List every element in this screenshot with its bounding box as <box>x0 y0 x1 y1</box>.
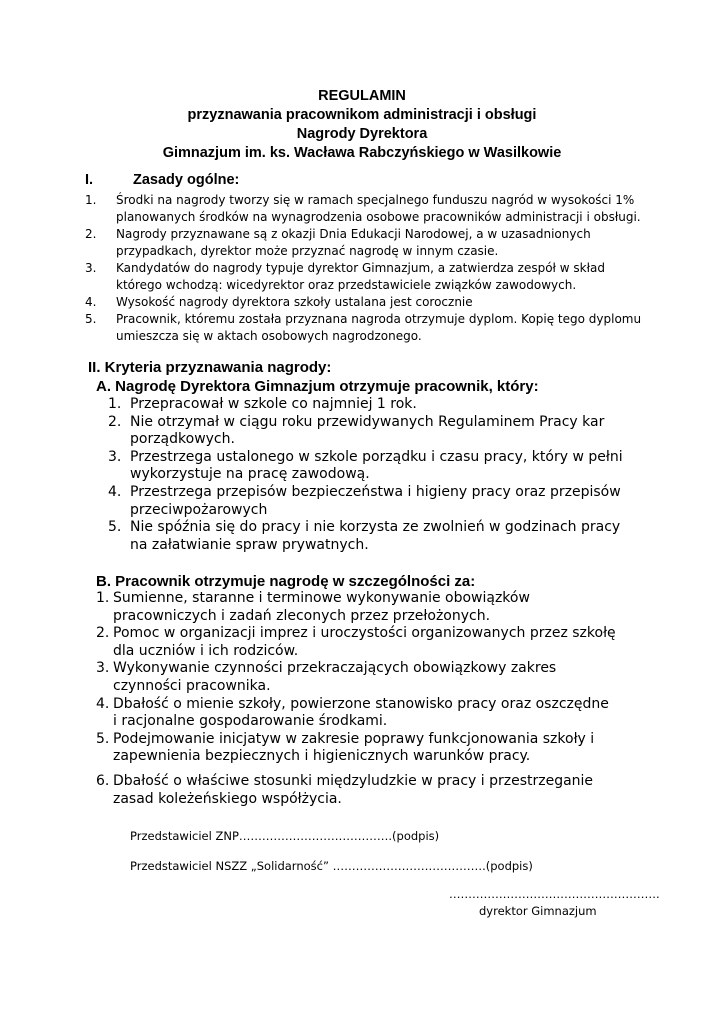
list-item <box>96 625 616 660</box>
list-text: Dbałość o właściwe stosunki międzyludzkie w pracy i przestrzeganie zasad koleżeńskiego współżycia. <box>113 772 594 807</box>
list-number: 4. <box>108 483 122 500</box>
list-item <box>85 226 645 260</box>
list-item <box>108 449 628 484</box>
list-item <box>85 192 645 226</box>
subsection-b-heading: B. Pracownik otrzymuje nagrodę w szczególności za: <box>96 573 476 590</box>
title-line-4: Gimnazjum im. ks. Wacława Rabczyńskiego w Wasilkowie <box>162 145 562 161</box>
list-text: Wysokość nagrody dyrektora szkoły ustalana jest corocznie <box>116 295 473 309</box>
list-item <box>96 696 616 731</box>
list-text: Środki na nagrody tworzy się w ramach specjalnego funduszu nagród w wysokości 1% planowanych środków na wynagrodzenia osobowe pracowników administracji i obsługi. <box>116 193 641 224</box>
list-text: Pomoc w organizacji imprez i uroczystości organizowanych przez szkołę dla uczniów i ich rodziców. <box>113 625 616 659</box>
list-number: 5. <box>85 312 97 326</box>
list-text: Pracownik, któremu została przyznana nagroda otrzymuje dyplom. Kopię tego dyplomu umieszcza się w aktach osobowych nagrodzonego. <box>116 312 642 343</box>
section-1-heading <box>85 172 239 188</box>
list-item <box>96 731 616 766</box>
title-line-3: Nagrody Dyrektora <box>296 126 428 142</box>
list-number: 3. <box>96 660 110 677</box>
list-item <box>108 519 628 554</box>
list-number: 4. <box>85 295 97 309</box>
list-text: Nie spóźnia się do pracy i nie korzysta ze zwolnień w godzinach pracy na załatwianie spraw prywatnych. <box>130 519 621 553</box>
list-item <box>96 590 616 625</box>
list-text: Przestrzega ustalonego w szkole porządku i czasu pracy, który w pełni wykorzystuje na pracę zawodową. <box>130 448 623 483</box>
list-number: 1. <box>108 396 122 412</box>
list-item <box>108 396 628 414</box>
list-number: 4. <box>96 695 110 712</box>
list-number: 5. <box>96 730 110 747</box>
list-item <box>108 414 628 449</box>
subsection-b-list <box>96 590 616 808</box>
title-line-1: REGULAMIN <box>318 88 406 104</box>
section-1-title: Zasady ogólne: <box>133 172 240 188</box>
list-number: 2. <box>108 413 122 430</box>
list-item <box>85 311 645 345</box>
list-text: Kandydatów do nagrody typuje dyrektor Gimnazjum, a zatwierdza zespół w skład którego wchodzą: wicedyrektor oraz przedstawiciele związków zawodowych. <box>116 261 605 292</box>
list-text: Podejmowanie inicjatyw w zakresie poprawy funkcjonowania szkoły i zapewnienia bezpiecznych i higienicznych warunków pracy. <box>113 730 595 765</box>
list-text: Nagrody przyznawane są z okazji Dnia Edukacji Narodowej, a w uzasadnionych przypadkach, dyrektor może przyznać nagrodę w innym czasie. <box>116 227 591 258</box>
list-number: 3. <box>108 448 122 465</box>
list-number: 2. <box>85 227 97 241</box>
list-text: Dbałość o mienie szkoły, powierzone stanowisko pracy oraz oszczędne i racjonalne gospodarowanie środkami. <box>113 695 609 730</box>
subsection-a-list <box>108 396 628 554</box>
list-text: Nie otrzymał w ciągu roku przewidywanych Regulaminem Pracy kar porządkowych. <box>130 413 605 448</box>
list-item <box>96 660 616 695</box>
list-text: Wykonywanie czynności przekraczających obowiązkowy zakres czynności pracownika. <box>113 660 557 694</box>
list-text: Przestrzega przepisów bezpieczeństwa i higieny pracy oraz przepisów przeciwpożarowych <box>130 483 621 518</box>
list-number: 1. <box>96 590 110 606</box>
list-item <box>85 260 645 294</box>
list-item <box>96 773 616 808</box>
list-item <box>85 294 645 311</box>
signature-line-director: ………………………………………………. <box>449 887 660 901</box>
section-2-heading: II. Kryteria przyznawania nagrody: <box>88 359 332 376</box>
list-text: Przepracował w szkole co najmniej 1 rok. <box>130 396 417 412</box>
list-number: 6. <box>96 772 110 789</box>
subsection-a-heading: A. Nagrodę Dyrektora Gimnazjum otrzymuje pracownik, który: <box>96 378 539 395</box>
document-title <box>0 87 724 163</box>
list-text: Sumienne, staranne i terminowe wykonywanie obowiązków pracowniczych i zadań zleconych przez przełożonych. <box>113 590 530 624</box>
signature-director-label: dyrektor Gimnazjum <box>479 904 597 918</box>
signature-line-nszz: Przedstawiciel NSZZ „Solidarność” ………………………………….(podpis) <box>130 859 533 873</box>
section-1-list <box>85 192 645 345</box>
list-number: 1. <box>85 193 97 207</box>
title-line-2: przyznawania pracownikom administracji i obsługi <box>187 107 537 123</box>
list-number: 2. <box>96 625 110 642</box>
section-1-roman: I. <box>85 172 94 188</box>
list-item <box>108 484 628 519</box>
list-number: 5. <box>108 519 122 536</box>
signature-line-znp: Przedstawiciel ZNP………………………………….(podpis) <box>130 829 440 843</box>
list-number: 3. <box>85 261 97 275</box>
